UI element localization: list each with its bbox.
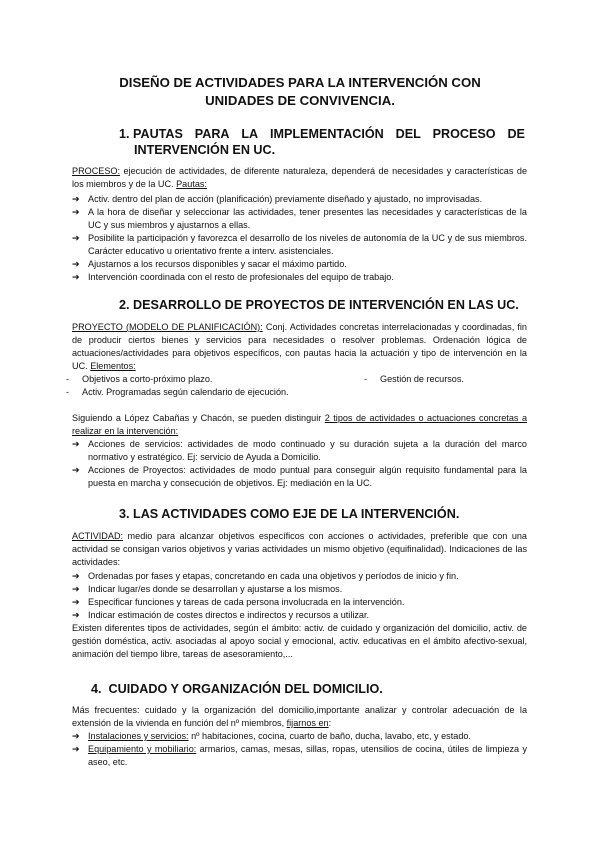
arrow-icon: ➔: [72, 207, 80, 217]
section-3-closing: Existen diferentes tipos de actividades, según el ámbito: activ. de cuidado y organización del domicilio, activ. de gestión doméstica, activ. asociadas al apoyo social y emocional, activ. educativas en el ámbito afectivo-sexual, animación del tiempo libre, tareas de asesoramiento,...: [72, 623, 527, 659]
document-title: [60, 74, 540, 110]
dash-icon: -: [66, 387, 70, 397]
section-4-heading: 4. CUIDADO Y ORGANIZACIÓN DEL DOMICILIO.: [91, 682, 383, 696]
title-line-1: DISEÑO DE ACTIVIDADES PARA LA INTERVENCIÓN CON: [119, 75, 481, 90]
arrow-icon: ➔: [72, 584, 80, 594]
list-item: ➔ Activ. dentro del plan de acción (planificación) previamente diseñado y ajustado, no improvisadas.: [72, 194, 483, 204]
heading-word: DEL: [395, 127, 421, 141]
dash-icon: -: [66, 374, 70, 384]
list-item: - Objetivos a corto-próximo plazo.: [66, 374, 213, 384]
list-item: ➔ Ordenadas por fases y etapas, concretando en cada una objetivos y períodos de inicio y fin.: [72, 571, 459, 581]
definition-text: medio para alcanzar objetivos específicos con acciones o actividades, preferible que con una actividad se consigan varios objetivos y varias actividades un mismo objetivo (equifinalidad). Indicaciones de las actividades:: [72, 531, 527, 567]
dash-icon: -: [364, 374, 368, 384]
definition-text: Conj. Actividades concretas interrelacionadas y coordinadas, fin de producir ciertos bienes y servicios para necesidades o resolver problemas. Ordenación lógica de actuaciones/actividades para objetivos específicos, con pautas hacia la actuación y tipo de intervención en la UC.: [72, 322, 527, 371]
heading-word: IMPLEMENTACIÓN: [269, 127, 384, 141]
definition-text: ejecución de actividades, de diferente naturaleza, dependerá de necesidades y características de los miembros y de la UC.: [72, 166, 527, 189]
heading-word: PROCESO: [432, 127, 496, 141]
section-4-intro: Más frecuentes: cuidado y la organización del domicilio,importante analizar y controlar adecuación de la extensión de la vivienda en función del nº miembros, fijarnos en:: [72, 705, 527, 728]
list-item: ➔ Posibilite la participación y favorezca el desarrollo de los niveles de autonomía de la UC y de sus miembros. Carácter educativo u orientativo frente a interv. asistenciales.: [72, 233, 527, 256]
section-3-definition: [72, 530, 527, 569]
list-item: ➔ Acciones de servicios: actividades de modo continuado y su duración sujeta a la duración del marco normativo y estratégico. Ej: servicio de Ayuda a Domicilio.: [72, 439, 527, 462]
arrow-icon: ➔: [72, 731, 80, 741]
heading-word: 1. PAUTAS: [119, 127, 183, 141]
arrow-icon: ➔: [72, 259, 80, 269]
arrow-icon: ➔: [72, 610, 80, 620]
arrow-icon: ➔: [72, 465, 80, 475]
list-item: - Gestión de recursos.: [364, 374, 464, 384]
section-1-definition: [72, 165, 527, 191]
list-item: ➔ Acciones de Proyectos: actividades de modo puntual para conseguir algún requisito fundamental para la puesta en marcha y consecución de objetivos. Ej: mediación en la UC.: [72, 465, 527, 488]
arrow-icon: ➔: [72, 194, 80, 204]
arrow-icon: ➔: [72, 597, 80, 607]
section-1-heading: [119, 126, 525, 158]
list-item: ➔ Intervención coordinada con el resto de profesionales del equipo de trabajo.: [72, 272, 394, 282]
arrow-icon: ➔: [72, 439, 80, 449]
subterm: Elementos:: [90, 360, 136, 371]
list-item: ➔ Indicar lugar/es donde se desarrollan y ajustarse a los mismos.: [72, 584, 343, 594]
title-line-2: UNIDADES DE CONVIVENCIA.: [205, 93, 395, 108]
subterm: Pautas:: [176, 178, 207, 189]
section-2-heading: 2. DESARROLLO DE PROYECTOS DE INTERVENCIÓN EN LAS UC.: [119, 298, 519, 312]
list-item: ➔ Ajustarnos a los recursos disponibles y sacar el máximo partido.: [72, 259, 347, 269]
list-item: ➔ Especificar funciones y tareas de cada persona involucrada en la intervención.: [72, 597, 405, 607]
list-item: ➔ Indicar estimación de costes directos e indirectos y recursos a utilizar.: [72, 610, 370, 620]
heading-line-2: INTERVENCIÓN EN UC.: [134, 143, 276, 157]
heading-word: DE: [507, 127, 525, 141]
list-item: ➔ Equipamiento y mobiliario: armarios, camas, mesas, sillas, ropas, utensilios de cocina, útiles de limpieza y aseo, etc.: [72, 744, 527, 767]
section-2-intro: Siguiendo a López Cabañas y Chacón, se pueden distinguir 2 tipos de actividades o actuaciones concretas a realizar en la intervención:: [72, 413, 528, 436]
arrow-icon: ➔: [72, 272, 80, 282]
section-2-definition: [72, 321, 527, 373]
heading-word: LA: [241, 127, 259, 141]
section-3-heading: 3. LAS ACTIVIDADES COMO EJE DE LA INTERVENCIÓN.: [119, 507, 460, 521]
heading-word: PARA: [194, 127, 230, 141]
term: PROYECTO (MODELO DE PLANIFICACIÓN):: [72, 322, 263, 332]
arrow-icon: ➔: [72, 233, 80, 243]
list-item: ➔ Instalaciones y servicios: nº habitaciones, cocina, cuarto de baño, ducha, lavabo, etc, y estado.: [72, 731, 471, 741]
arrow-icon: ➔: [72, 744, 80, 754]
list-item: - Activ. Programadas según calendario de ejecución.: [66, 387, 289, 397]
list-item: ➔ A la hora de diseñar y seleccionar las actividades, tener presentes las necesidades y características de la UC y sus miembros y ajustarnos a ellas.: [72, 207, 527, 230]
term: PROCESO:: [72, 166, 121, 176]
arrow-icon: ➔: [72, 571, 80, 581]
term: ACTIVIDAD:: [72, 531, 124, 541]
